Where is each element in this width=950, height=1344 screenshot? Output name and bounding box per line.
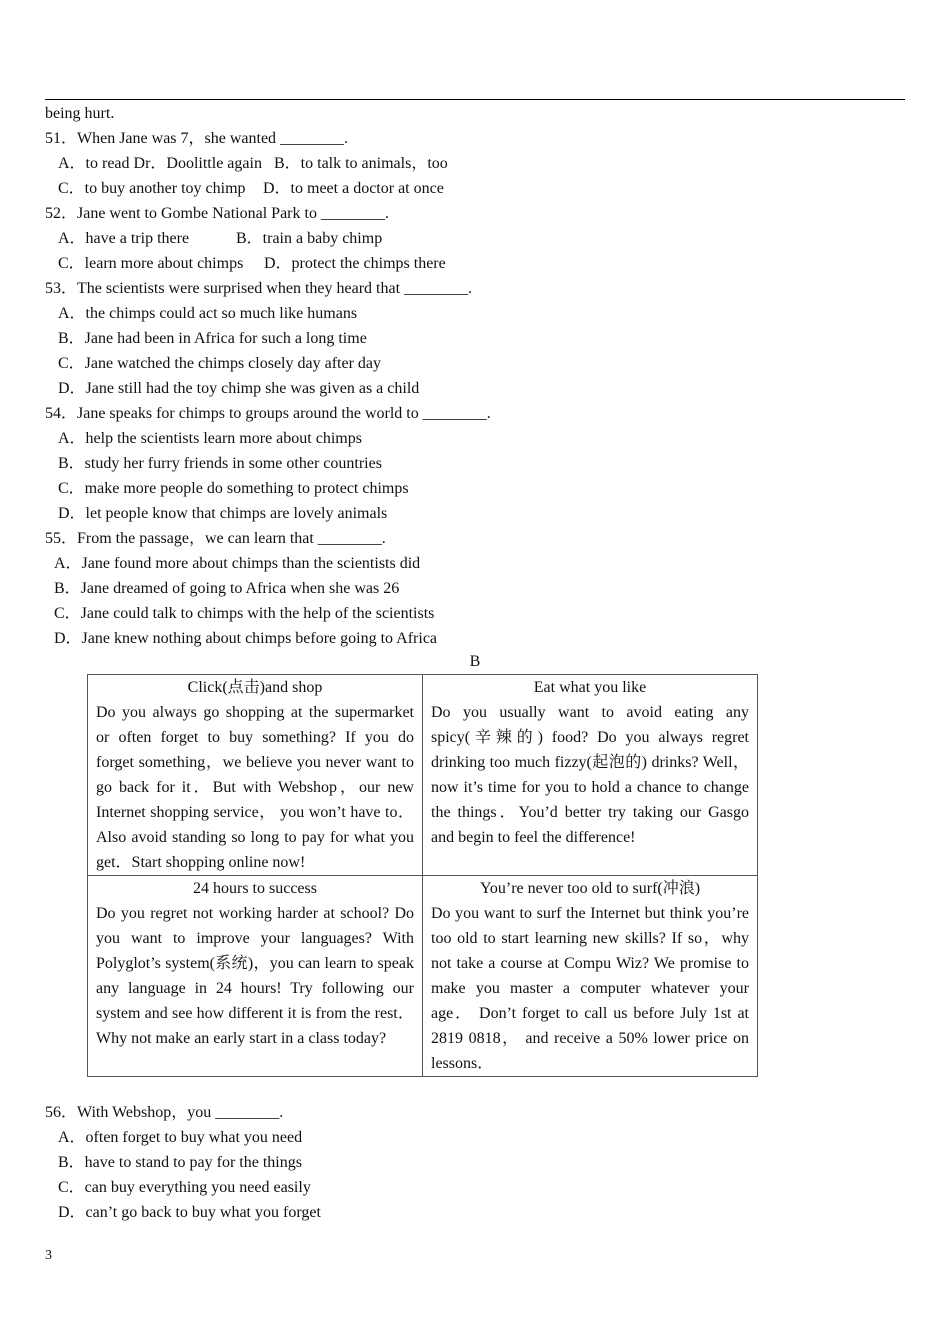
question-56-stem: 56．With Webshop，you ________.: [45, 1104, 284, 1121]
question-52-options-row-2: [45, 251, 905, 276]
ad-title: You’re never too old to surf(冲浪): [479, 880, 701, 897]
ad-title: Eat what you like: [533, 679, 647, 696]
option-51-a[interactable]: A．to read Dr．Doolittle again: [58, 155, 262, 172]
option-55-b[interactable]: B．Jane dreamed of going to Africa when she was 26: [54, 580, 400, 597]
ads-row-2: [88, 876, 758, 1077]
option-52-c[interactable]: C．learn more about chimps: [58, 255, 244, 272]
question-51-stem: 51．When Jane was 7，she wanted ________.: [45, 130, 349, 147]
option-55-d[interactable]: D．Jane knew nothing about chimps before going to Africa: [54, 630, 438, 647]
option-51-b[interactable]: B．to talk to animals，too: [274, 155, 448, 172]
question-52-stem: 52．Jane went to Gombe National Park to ________.: [45, 205, 389, 222]
ad-polyglot: [88, 876, 423, 1077]
option-54-a[interactable]: A．help the scientists learn more about chimps: [58, 430, 362, 447]
header-rule: [45, 99, 905, 100]
ad-compu-wiz: [423, 876, 758, 1077]
option-53-a[interactable]: A．the chimps could act so much like humans: [58, 305, 358, 322]
option-53-b[interactable]: B．Jane had been in Africa for such a long time: [58, 330, 367, 347]
option-52-a[interactable]: A．have a trip there: [58, 230, 190, 247]
questions-section-b: [45, 1100, 905, 1225]
ad-body: Do you want to surf the Internet but think you’re too old to start learning new skills? If so，why not take a course at Compu Wiz? We promise to make you master a computer whatever your age． Don’t forget to call us before July 1st at 2819 0818， and receive a 50% lower price on lessons．: [431, 905, 749, 1072]
ads-table: [87, 674, 758, 1077]
question-55-stem: 55．From the passage，we can learn that ________.: [45, 530, 386, 547]
option-52-d[interactable]: D．protect the chimps there: [264, 255, 446, 272]
ad-body: Do you usually want to avoid eating any spicy(辛辣的) food? Do you always regret drinking too much fizzy(起泡的) drinks? Well，now it’s time for you to hold a chance to change the things．You’d better try taking our Gasgo and begin to feel the difference!: [431, 704, 749, 846]
option-56-a[interactable]: A．often forget to buy what you need: [58, 1129, 303, 1146]
option-55-a[interactable]: A．Jane found more about chimps than the scientists did: [54, 555, 421, 572]
page-number: 3: [45, 1248, 52, 1263]
option-54-c[interactable]: C．make more people do something to protect chimps: [58, 480, 409, 497]
option-56-c[interactable]: C．can buy everything you need easily: [58, 1179, 311, 1196]
option-51-d[interactable]: D．to meet a doctor at once: [263, 180, 444, 197]
question-53-stem: 53．The scientists were surprised when they heard that ________.: [45, 280, 473, 297]
ad-body: Do you regret not working harder at school? Do you want to improve your languages? With Polyglot’s system(系统)，you can learn to speak any language in 24 hours! Try following our system and see how different it is from the rest． Why not make an early start in a class today?: [96, 905, 414, 1047]
option-54-b[interactable]: B．study her furry friends in some other countries: [58, 455, 382, 472]
ad-title: 24 hours to success: [193, 880, 317, 897]
passage-tail: being hurt.: [45, 105, 115, 122]
option-55-c[interactable]: C．Jane could talk to chimps with the help of the scientists: [54, 605, 435, 622]
question-54-stem: 54．Jane speaks for chimps to groups around the world to ________.: [45, 405, 491, 422]
option-54-d[interactable]: D．let people know that chimps are lovely animals: [58, 505, 388, 522]
option-56-d[interactable]: D．can’t go back to buy what you forget: [58, 1204, 321, 1221]
ad-body: Do you always go shopping at the supermarket or often forget to buy something? If you do forget something，we believe you never want to go back for it．But with Webshop，our new Internet shopping service， you won’t have to．Also avoid standing so long to pay for what you get．Start shopping online now!: [96, 704, 414, 871]
ad-webshop: [88, 675, 423, 876]
option-56-b[interactable]: B．have to stand to pay for the things: [58, 1154, 302, 1171]
section-label-b: B: [469, 653, 481, 670]
questions-section-a: [45, 101, 905, 651]
question-51-options-row-2: [45, 176, 905, 201]
ads-row-1: [88, 675, 758, 876]
ad-title: Click(点击)and shop: [187, 679, 323, 696]
option-53-d[interactable]: D．Jane still had the toy chimp she was given as a child: [58, 380, 420, 397]
option-51-c[interactable]: C．to buy another toy chimp: [58, 180, 246, 197]
ad-gasgo: [423, 675, 758, 876]
option-53-c[interactable]: C．Jane watched the chimps closely day after day: [58, 355, 382, 372]
question-52-options-row-1: [45, 226, 905, 251]
option-52-b[interactable]: B．train a baby chimp: [236, 230, 383, 247]
question-51-options-row-1: [45, 151, 905, 176]
